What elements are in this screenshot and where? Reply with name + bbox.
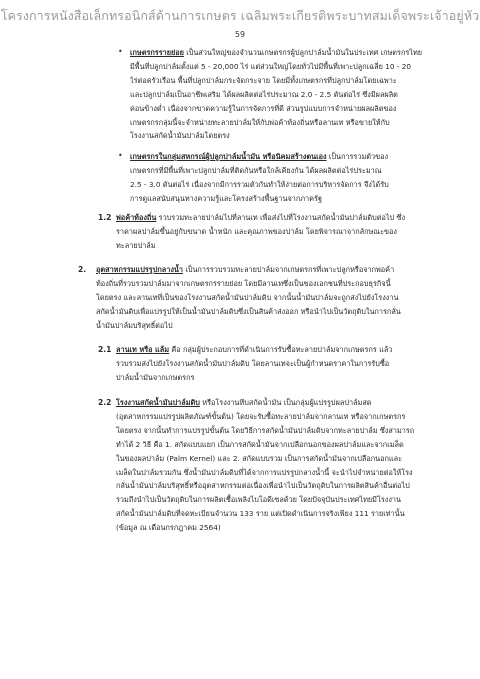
- text-line: ทะลายปาล์ม: [116, 240, 156, 250]
- section-number: 2.1: [98, 345, 112, 354]
- bullet-marker: •: [118, 151, 123, 160]
- text-line: ทำได้ 2 วิธี คือ 1. สกัดแบบแยก เป็นการสกัดน้ำมันจากเปลือกนอกของผลปาล์มและจากเมล็ด: [116, 439, 404, 449]
- section-heading: เกษตรกรในกลุ่มสหกรณ์ผู้ปลูกปาล์มน้ำมัน หรือนิคมสร้างตนเอง: [130, 152, 327, 161]
- section-2-1-collection-yards: [116, 343, 434, 385]
- text-line: น้ำมันปาล์มบริสุทธิ์ต่อไป: [96, 320, 173, 330]
- text-line: เกษตรกรกลุ่มนี้จะจำหน่ายทะลายปาล์มให้กับพ่อค้าท้องถิ่นหรือลานเท หรือขายให้กับ: [130, 117, 390, 127]
- page-number: 59: [234, 30, 246, 39]
- section-number: 2.: [78, 265, 87, 274]
- bullet-cooperative-farmers: [130, 150, 430, 206]
- text-line: รวมถึงนำไปเป็นวัตถุดิบในการผลิตเชื้อเพลิงไบโอดีเซลด้วย โดยปัจจุบันประเทศไทยมีโรงงาน: [116, 495, 402, 505]
- text-line: เกษตรกรที่มีพื้นที่เพาะปลูกปาล์มที่ติดกันหรือใกล้เคียงกัน ได้ผลผลิตต่อไร่ประมาณ: [130, 165, 382, 175]
- section-2-midstream-industry: [96, 263, 434, 333]
- text-line: โดยตรง และลานเทที่เป็นของโรงงานสกัดน้ำมันปาล์มดิบ จากนั้นน้ำมันปาล์มจะถูกส่งไปยังโรงงาน: [96, 292, 399, 302]
- text-line: ในของผลปาล์ม (Palm Kernel) และ 2. สกัดแบบรวม เป็นการสกัดน้ำมันจากเปลือกนอกและ: [116, 453, 403, 463]
- text-line: ไร่ต่อครัวเรือน พื้นที่ปลูกปาล์มกระจัดกระจาย โดยมีทั้งเกษตรกรที่ปลูกปาล์มโดยเฉพาะ: [130, 75, 397, 85]
- book-header: โครงการหนังสือเล็กทรอนิกส์ด้านการเกษตร เฉลิมพระเกียรติพระบาทสมเด็จพระเจ้าอยู่หัว: [0, 8, 480, 23]
- section-heading: เกษตรกรรายย่อย: [130, 48, 184, 57]
- section-2-2-crude-oil-mills: [116, 396, 434, 535]
- text-line: เกษตรกรรายย่อย เป็นส่วนใหญ่ของจำนวนเกษตรกรผู้ปลูกปาล์มน้ำมันในประเทศ เกษตรกรไทย: [130, 48, 423, 57]
- text-line: สกัดน้ำมันดิบเพื่อแปรรูปให้เป็นน้ำมันปาล์มดิบซึ่งเป็นสินค้าส่งออก หรือนำไปเป็นวัตถุดิบในการกลั่น: [96, 306, 401, 316]
- section-heading: โรงงานสกัดน้ำมันปาล์มดิบ: [116, 398, 200, 407]
- text-line: ลานเท หรือ แล้ม คือ กลุ่มผู้ประกอบการที่ดำเนินการรับซื้อทะลายปาล์มจากเกษตรกร แล้ว: [116, 345, 393, 354]
- text-line: พ่อค้าท้องถิ่น รวบรวมทะลายปาล์มไปที่ลานเท เพื่อส่งไปที่โรงงานสกัดน้ำมันปาล์มดิบต่อไป ซึ่ง: [116, 213, 406, 222]
- section-heading: ลานเท หรือ แล้ม: [116, 345, 170, 354]
- text-line: เมล็ดในปาล์มรวมกัน ซึ่งน้ำมันปาล์มดิบที่ได้จากการแปรรูปกลางน้ำนี้ จะนำไปจำหน่ายต่อให้โรง: [116, 467, 413, 477]
- text-line: อุตสาหกรรมแปรรูปกลางน้ำ เป็นการรวบรวมทะลายปาล์มจากเกษตรกรที่เพาะปลูกหรือจากพ่อค้า: [96, 265, 395, 274]
- section-heading: อุตสาหกรรมแปรรูปกลางน้ำ: [96, 265, 183, 274]
- section-heading: พ่อค้าท้องถิ่น: [116, 213, 157, 222]
- text-line: โรงงานสกัดน้ำมันปาล์มโดยตรง: [130, 131, 230, 141]
- text-line: เกษตรกรในกลุ่มสหกรณ์ผู้ปลูกปาล์มน้ำมัน หรือนิคมสร้างตนเอง เป็นการรวมตัวของ: [130, 152, 389, 161]
- text-line: สกัดน้ำมันปาล์มดิบที่จดทะเบียนจำนวน 133 ราย แต่เปิดดำเนินการจริงเพียง 111 รายเท่านั้น: [116, 509, 405, 519]
- text-line: ราคาผลปาล์มขึ้นอยู่กับขนาด น้ำหนัก และคุณภาพของปาล์ม โดยพิจารณาจากลักษณะของ: [116, 226, 397, 236]
- section-number: 1.2: [98, 213, 112, 222]
- text-line: การดูแลสนับสนุนทางความรู้และโครงสร้างพื้นฐานจากภาครัฐ: [130, 193, 322, 203]
- text-line: โรงงานสกัดน้ำมันปาล์มดิบ หรือโรงงานหีบสกัดน้ำมัน เป็นกลุ่มผู้แปรรูปผลปาล์มสด: [116, 398, 372, 407]
- text-line: ค่อนข้างต่ำ เนื่องจากขาดความรู้ในการจัดการที่ดี ส่วนรูปแบบการจำหน่ายผลผลิตของ: [130, 103, 397, 113]
- text-line: (ข้อมูล ณ เดือนกรกฎาคม 2564): [116, 523, 221, 533]
- text-line: ปาล์มน้ำมันจากเกษตรกร: [116, 372, 195, 382]
- text-line: (อุตสาหกรรมแปรรูปผลิตภัณฑ์ขั้นต้น) โดยจะรับซื้อทะลายปาล์มจากลานเท หรือจากเกษตรกร: [116, 411, 406, 421]
- text-line: มีพื้นที่ปลูกปาล์มตั้งแต่ 5 - 20,000 ไร่ แต่ส่วนใหญ่โดยทั่วไปมีพื้นที่เพาะปลูกเฉลี่ย 10 - 20: [130, 61, 412, 71]
- text-line: ท้องถิ่นที่รวบรวมปาล์มมาจากเกษตรกรรายย่อย โดยมีลานเทซึ่งเป็นของเอกชนที่ประกอบธุรกิจนี้: [96, 278, 391, 288]
- text-line: โดยตรง จากนั้นทำการแปรรูปขั้นต้น โดยวิธีการสกัดน้ำมันปาล์มดิบจากทะลายปาล์ม ซึ่งสามารถ: [116, 425, 415, 435]
- bullet-marker: •: [118, 47, 123, 56]
- section-number: 2.2: [98, 398, 112, 407]
- section-1-2-local-merchants: [116, 211, 434, 253]
- bullet-smallholder-farmers: [130, 46, 430, 143]
- text-line: รวบรวมส่งไปยังโรงงานสกัดน้ำมันปาล์มดิบ โดยลานเทจะเป็นผู้กำหนดราคาในการรับซื้อ: [116, 358, 390, 368]
- text-line: กลั่นน้ำมันปาล์มบริสุทธิ์หรืออุตสาหกรรมต่อเนื่องเพื่อนำไปเป็นวัตถุดิบในการผลิตสินค้าอื่นต่อไป: [116, 481, 410, 491]
- text-line: และปลูกปาล์มเป็นอาชีพเสริม ได้ผลผลิตต่อไร่ประมาณ 2.0 - 2.5 ตันต่อไร่ ซึ่งมีผลผลิต: [130, 89, 398, 99]
- text-line: 2.5 - 3.0 ตันต่อไร่ เนื่องจากมีการรวมตัวกันทำให้ง่ายต่อการบริหารจัดการ จึงได้รับ: [130, 179, 389, 189]
